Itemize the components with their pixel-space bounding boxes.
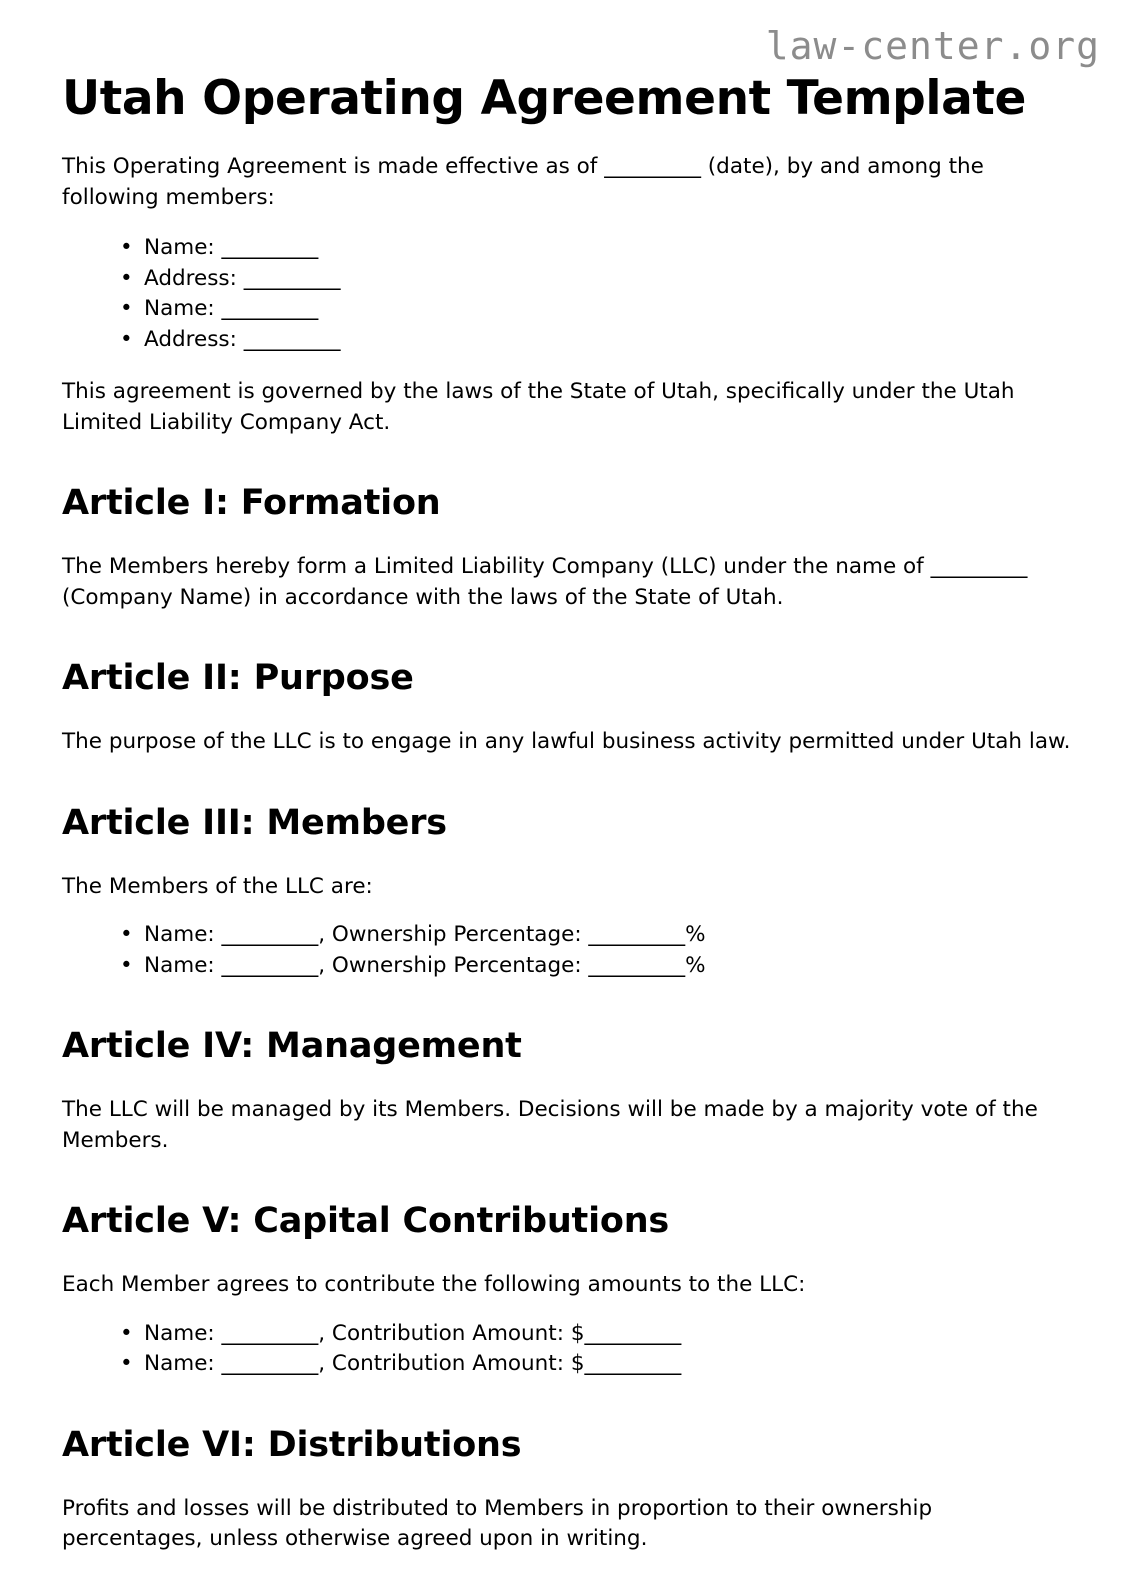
member-list xyxy=(62,233,1072,355)
capital-contributions-list xyxy=(62,1319,1072,1380)
members-ownership-list xyxy=(62,920,1072,981)
article-heading-4: Article IV: Management xyxy=(62,1026,522,1067)
page-title: Utah Operating Agreement Template xyxy=(62,71,1026,126)
article-heading-3: Article III: Members xyxy=(62,802,447,843)
article-heading-2: Article II: Purpose xyxy=(62,658,414,699)
article-heading-1: Article I: Formation xyxy=(62,483,441,524)
list-item: • Name: _________, Ownership Percentage: _________% xyxy=(120,920,1072,951)
article-heading-5: Article V: Capital Contributions xyxy=(62,1201,670,1242)
site-watermark: law-center.org xyxy=(765,24,1100,68)
article-body-1: The Members hereby form a Limited Liability Company (LLC) under the name of _________ (Company Name) in accordance with the laws of the State of Utah. xyxy=(62,554,1028,610)
list-item: • Address: _________ xyxy=(120,325,1072,356)
governing-law-paragraph: This agreement is governed by the laws of the State of Utah, specifically under the Utah Limited Liability Company Act. xyxy=(62,379,1015,435)
article-heading-6: Article VI: Distributions xyxy=(62,1424,522,1465)
article-body-6: Profits and losses will be distributed to Members in proportion to their ownership percentages, unless otherwise agreed upon in writing. xyxy=(62,1495,933,1552)
intro-paragraph: This Operating Agreement is made effective as of _________ (date), by and among the following members: xyxy=(62,154,984,210)
list-item: • Name: _________ xyxy=(120,233,1072,264)
article-body-2: The purpose of the LLC is to engage in any lawful business activity permitted under Utah law. xyxy=(62,729,1071,755)
document-body xyxy=(62,72,1072,1575)
list-item: • Name: _________, Contribution Amount: $_________ xyxy=(120,1319,1072,1350)
article-body-5: Each Member agrees to contribute the following amounts to the LLC: xyxy=(62,1272,806,1298)
article-body-4: The LLC will be managed by its Members. Decisions will be made by a majority vote of the Members. xyxy=(62,1097,1038,1153)
list-item: • Name: _________, Ownership Percentage: _________% xyxy=(120,951,1072,982)
list-item: • Name: _________, Contribution Amount: $_________ xyxy=(120,1349,1072,1380)
article-body-3: The Members of the LLC are: xyxy=(62,873,373,899)
list-item: • Address: _________ xyxy=(120,264,1072,295)
list-item: • Name: _________ xyxy=(120,294,1072,325)
